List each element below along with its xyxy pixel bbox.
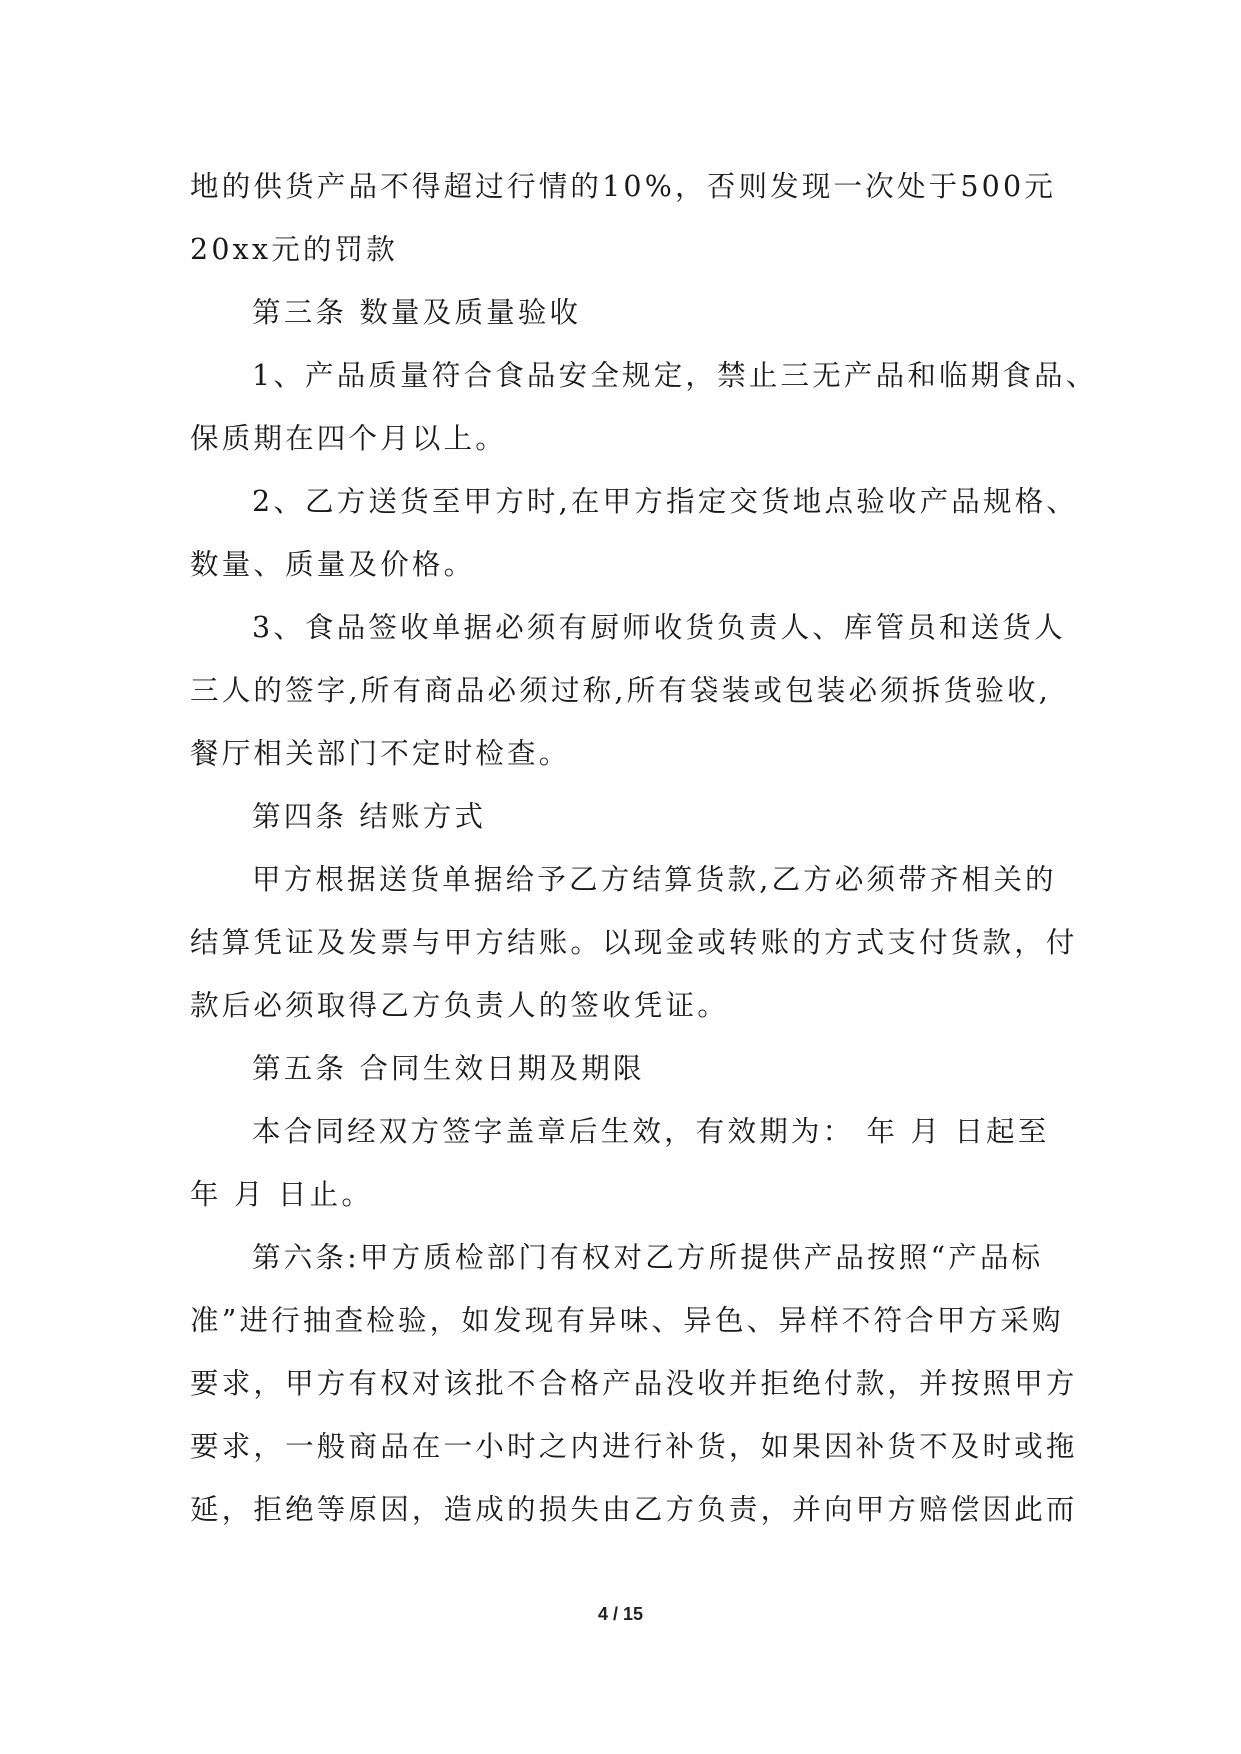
text-line: 数量、质量及价格。 (190, 548, 476, 581)
text-line: 要求，甲方有权对该批不合格产品没收并拒绝付款，并按照甲方 (190, 1367, 1078, 1400)
text-line: 地的供货产品不得超过行情的10%，否则发现一次处于500元 (190, 170, 1057, 203)
text-line: 准”进行抽查检验，如发现有异味、异色、异样不符合甲方采购 (190, 1304, 1064, 1337)
text-line: 2、乙方送货至甲方时,在甲方指定交货地点验收产品规格、 (252, 485, 1079, 518)
text-line: 餐厅相关部门不定时检查。 (190, 737, 571, 770)
text-line: 1、产品质量符合食品安全规定，禁止三无产品和临期食品、 (252, 359, 1098, 392)
text-line: 年 月 日止。 (190, 1178, 374, 1211)
text-line: 3、食品签收单据必须有厨师收货负责人、库管员和送货人 (252, 611, 1066, 644)
text-line: 20xx元的罚款 (190, 233, 399, 266)
body-text (190, 155, 1098, 1541)
text-line: 三人的签字,所有商品必须过称,所有袋装或包装必须拆货验收, (190, 674, 1051, 707)
page-number: 4 / 15 (597, 1604, 644, 1624)
text-line: 要求，一般商品在一小时之内进行补货，如果因补货不及时或拖 (190, 1430, 1078, 1463)
text-line: 本合同经双方签字盖章后生效，有效期为： 年 月 日起至 (252, 1115, 1050, 1148)
text-line: 保质期在四个月以上。 (190, 422, 508, 455)
text-line: 甲方根据送货单据给予乙方结算货款,乙方必须带齐相关的 (252, 863, 1057, 896)
text-line: 结算凭证及发票与甲方结账。以现金或转账的方式支付货款，付 (190, 926, 1078, 959)
section-heading-5: 第五条 合同生效日期及期限 (252, 1052, 645, 1085)
section-heading-6: 第六条:甲方质检部门有权对乙方所提供产品按照“产品标 (252, 1241, 1044, 1274)
text-line: 延，拒绝等原因，造成的损失由乙方负责，并向甲方赔偿因此而 (190, 1493, 1078, 1526)
section-heading-3: 第三条 数量及质量验收 (252, 296, 582, 329)
section-heading-4: 第四条 结账方式 (252, 800, 487, 833)
text-line: 款后必须取得乙方负责人的签收凭证。 (190, 989, 729, 1022)
